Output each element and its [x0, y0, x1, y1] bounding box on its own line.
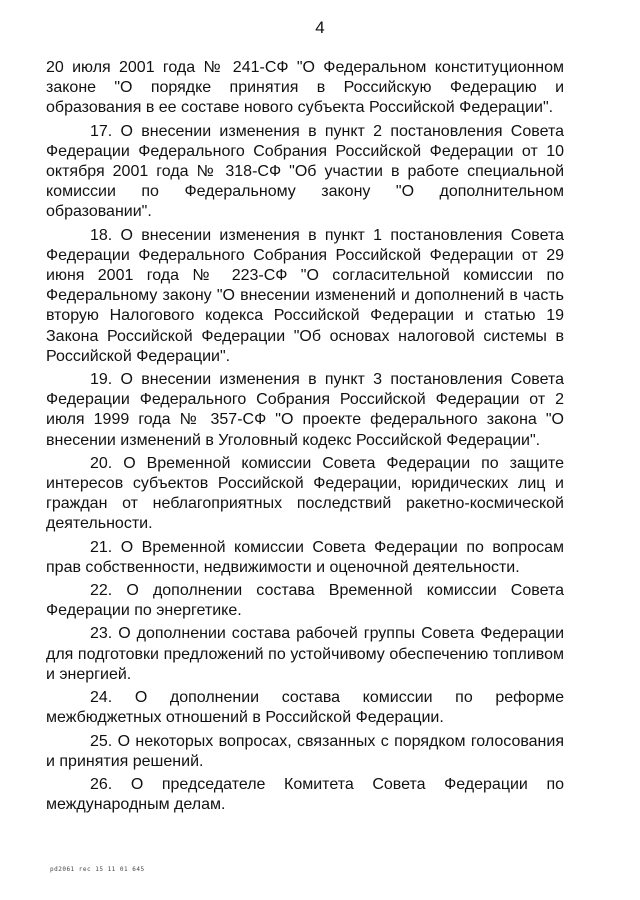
agenda-item-21: 21. О Временной комиссии Совета Федерации по вопросам прав собственности, недвижимости и оценочной деятельности. — [46, 538, 564, 576]
agenda-item-20: 20. О Временной комиссии Совета Федерации по защите интересов субъектов Российской Федерации, юридических лиц и граждан от неблагоприятных последствий ракетно-космической деятельности. — [46, 454, 564, 533]
footer-document-code: pd2061 rec 15 11 01 645 — [50, 866, 145, 873]
agenda-item-22: 22. О дополнении состава Временной комиссии Совета Федерации по энергетике. — [46, 582, 564, 620]
agenda-item-26: 26. О председателе Комитета Совета Федерации по международным делам. — [46, 775, 564, 814]
agenda-item-24: 24. О дополнении состава комиссии по реформе межбюджетных отношений в Российской Федерации. — [46, 689, 564, 727]
page-number: 4 — [315, 18, 325, 37]
agenda-item-25: 25. О некоторых вопросах, связанных с порядком голосования и принятия решений. — [46, 732, 564, 770]
document-body — [46, 58, 564, 818]
agenda-item-19: 19. О внесении изменения в пункт 3 постановления Совета Федерации Федерального Собрания Российской Федерации от 2 июля 1999 года № 357-СФ "О проекте федерального закона "О внесении изменений в Уголовный кодекс Российской Федерации". — [46, 371, 564, 449]
paragraph-continuation: 20 июля 2001 года № 241-СФ "О Федеральном конституционном законе "О порядке принятия в Российскую Федерацию и образования в ее составе нового субъекта Российской Федерации". — [46, 59, 564, 117]
agenda-item-23: 23. О дополнении состава рабочей группы Совета Федерации для подготовки предложений по устойчивому обеспечению топливом и энергией. — [46, 625, 564, 683]
agenda-item-18: 18. О внесении изменения в пункт 1 постановления Совета Федерации Федерального Собрания Российской Федерации от 29 июня 2001 года № 223-СФ "О согласительной комиссии по Федеральному закону "О внесении изменений и дополнений в часть вторую Налогового кодекса Российской Федерации и статью 19 Закона Российской Федерации "Об основах налоговой системы в Российской Федерации". — [46, 226, 564, 365]
agenda-item-17: 17. О внесении изменения в пункт 2 постановления Совета Федерации Федерального Собрания Российской Федерации от 10 октября 2001 года № 318-СФ "Об участии в работе специальной комиссии по Федеральному закону "О дополнительном образовании". — [46, 122, 564, 221]
